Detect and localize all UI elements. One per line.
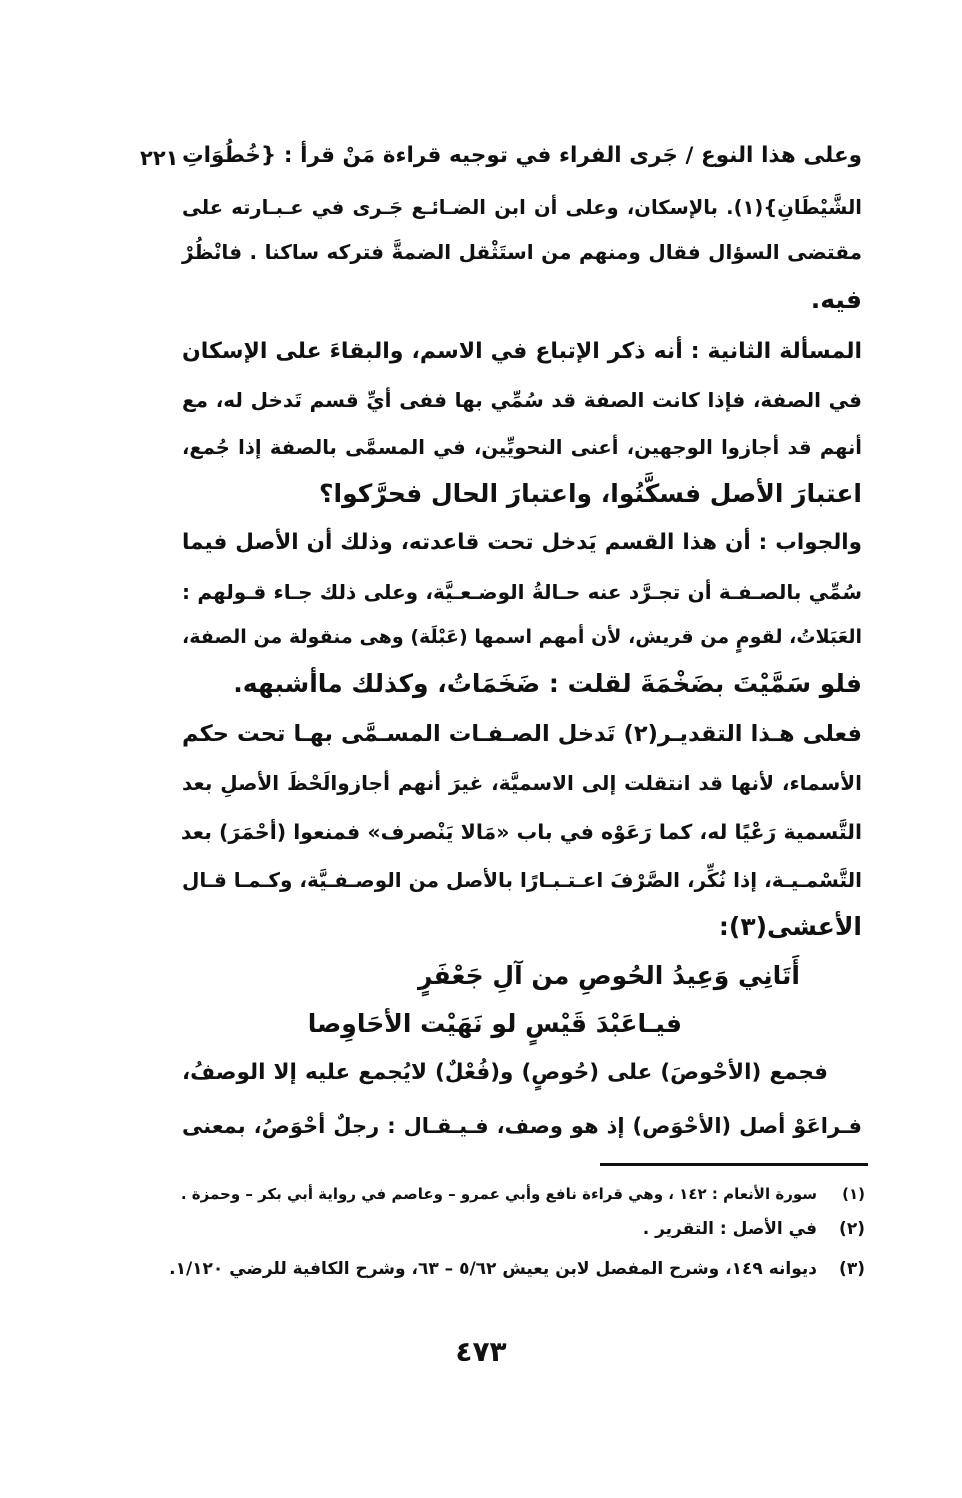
- text-line: التَّسْمـيـة، إذا نُكِّر، الصَّرْفَ اعـتـبـارًا بالأصل من الوصـفـيَّة، وكـمـا قـال: [182, 868, 862, 892]
- text-line: التَّسمية رَعْيًا له، كما رَعَوْه في باب «مَالا يَنْصرف» فمنعوا (أحْمَرَ) بعد: [180, 820, 862, 844]
- footnote-number: (١): [842, 1185, 865, 1203]
- text-line: المسألة الثانية : أنه ذكر الإتباع في الاسم، والبقاءَ على الإسكان: [182, 339, 862, 364]
- text-line: فجمع (الأحْوصَ) على (حُوصٍ) و(فُعْلٌ) لايُجمع عليه إلا الوصفُ،: [182, 1060, 828, 1085]
- verse-first-hemistich: أَتَانِي وَعِيدُ الحُوصِ من آلِ جَعْفَرٍ: [418, 961, 800, 990]
- text-line: سُمِّي بالصـفـة أن تجـرَّد عنه حـالةُ الوضـعـيَّة، وعلى ذلك جـاء قـولهم :: [182, 580, 862, 604]
- text-line: الأعشى(٣):: [718, 912, 862, 941]
- margin-page-reference: ٢٢١: [140, 146, 179, 170]
- text-line: فيه.: [810, 285, 862, 314]
- text-line: الشَّيْطَانِ}(١). بالإسكان، وعلى أن ابن الضـائـع جَـرى في عـبـارته على: [182, 196, 862, 219]
- verse-second-hemistich: فيـاعَبْدَ قَيْسٍ لو نَهَيْت الأحَاوِصا: [307, 1009, 682, 1038]
- text-line: اعتبارَ الأصل فسكَّنُوا، واعتبارَ الحال فحرَّكوا؟: [319, 479, 862, 508]
- text-line: وعلى هذا النوع / جَرى الفراء في توجيه قراءة مَنْ قرأ : {خُطُوَاتِ: [182, 143, 862, 168]
- text-line: فـراعَوْ أصل (الأحْوَص) إذ هو وصف، فـيـقـال : رجلٌ أحْوَصُ، بمعنى: [182, 1114, 862, 1138]
- footnote: [170, 1179, 865, 1209]
- text-line: فلو سَمَّيْتَ بضَخْمَةَ لقلت : ضَخَمَاتُ، وكذلك ماأشبهه.: [233, 669, 862, 698]
- footnote-number: (٢): [839, 1219, 865, 1239]
- page-number: ٤٧٣: [455, 1335, 507, 1368]
- text-line: في الصفة، فإذا كانت الصفة قد سُمِّي بها ففى أيِّ قسم تَدخل له، مع: [182, 388, 862, 412]
- text-line: مقتضى السؤال فقال ومنهم من استَثْقل الضمةَّ فتركه ساكنا . فانْظُرْ: [182, 240, 862, 264]
- text-line: فعلى هـذا التقديـر(٢) تَدخل الصـفـات المسـمَّى بهـا تحت حكم: [182, 721, 862, 747]
- text-line: أنهم قد أجازوا الوجهين، أعنى النحويِّين، في المسمَّى بالصفة إذا جُمع،: [182, 436, 862, 459]
- text-line: والجواب : أن هذا القسم يَدخل تحت قاعدته، وذلك أن الأصل فيما: [182, 530, 862, 555]
- footnote-text: في الأصل : التقرير .: [642, 1219, 817, 1239]
- footnote: [170, 1254, 865, 1284]
- text-line: العَبَلاتُ، لقومٍ من قريش، لأن أمهم اسمها (عَبْلَة) وهى منقولة من الصفة،: [182, 626, 862, 648]
- footnote-text: سورة الأنعام : ١٤٢ ، وهي قراءة نافع وأبي عمرو – وعاصم في رواية أبي بكر – وحمزة .: [180, 1185, 817, 1203]
- footnote: [170, 1214, 865, 1244]
- footnote-number: (٣): [839, 1259, 865, 1279]
- footnote-separator: [600, 1163, 868, 1166]
- text-line: الأسماء، لأنها قد انتقلت إلى الاسميَّة، غيرَ أنهم أجازوالَحْظَ الأصلِ بعد: [182, 771, 862, 795]
- footnote-text: ديوانه ١٤٩، وشرح المفصل لابن يعيش ٥/٦٢ – ٦٣، وشرح الكافية للرضي ١/١٢٠.: [169, 1259, 817, 1279]
